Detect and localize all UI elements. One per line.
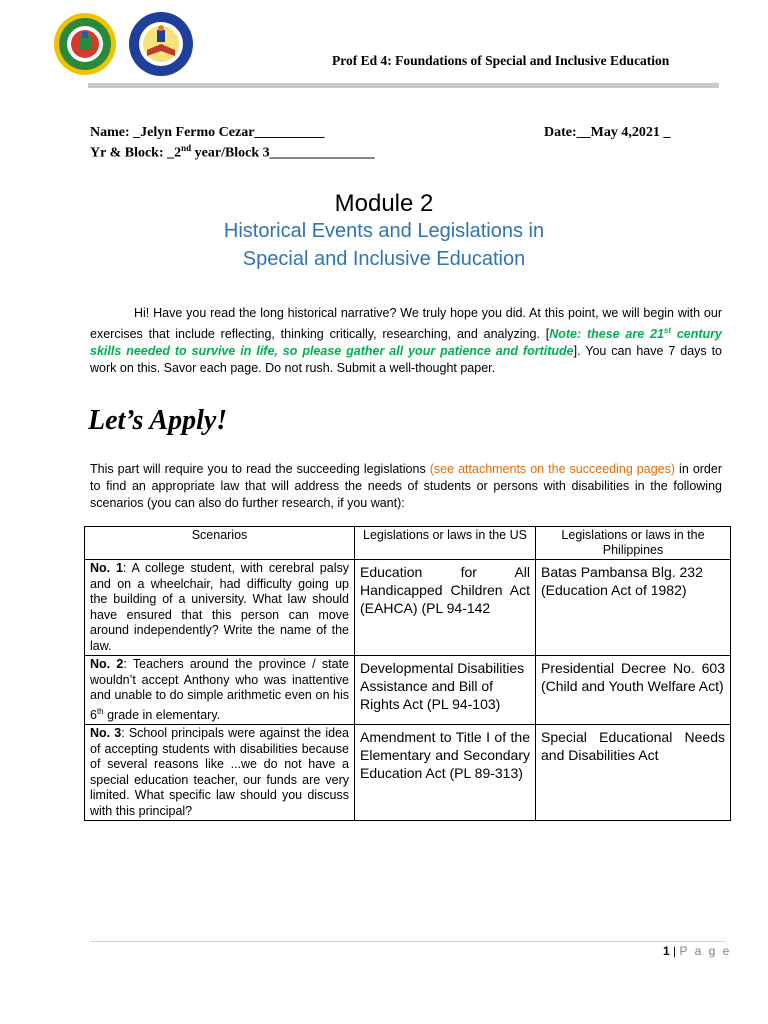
footer-divider <box>90 941 725 942</box>
us-law-cell: Education for All Handicapped Children Act (EAHCA) (PL 94-142 <box>355 560 536 656</box>
note-text-2: century skills needed to survive in life, so please gather all your patience and fortitude <box>90 327 722 359</box>
ph-law-cell: Presidential Decree No. 603 (Child and Youth Welfare Act) <box>536 656 731 725</box>
scenario-sup: th <box>96 706 104 716</box>
attachments-note: (see attachments on the succeeding pages) <box>429 462 676 476</box>
year-block <box>90 143 375 162</box>
year-block-prefix: Yr & Block: _2 <box>90 145 182 161</box>
page-number <box>663 944 731 958</box>
module-title: Module 2 <box>334 190 434 217</box>
legislations-table <box>84 526 731 821</box>
table-row <box>85 725 731 821</box>
scenario-cell <box>85 725 355 821</box>
table-row <box>85 656 731 725</box>
scenario-number: No. 3 <box>90 726 122 741</box>
scenario-text-end: grade in elementary. <box>103 707 221 722</box>
us-law-cell: Developmental Disabilities Assistance and Bill of Rights Act (PL 94-103) <box>355 656 536 725</box>
scenario-cell <box>85 656 355 725</box>
scenario-text: : Teachers around the province / state wouldn’t accept Anthony who was inattentive and unable to do simple arithmetic even on his 6 <box>90 657 349 722</box>
submission-date: Date:__May 4,2021 _ <box>544 125 671 140</box>
page-word: P a g e <box>679 944 732 958</box>
note-text-1: Note: these are 21 <box>549 327 664 342</box>
apply-text-2: in order to find an appropriate law that will address the needs of students or persons with disabilities in the following scenarios (you can also do further research, if you want): <box>90 462 722 510</box>
scenario-text: : A college student, with cerebral palsy and on a wheelchair, had difficulty going up the building of a university. What law should have ensured that this person can move around independently? Write the name of the law. <box>90 561 349 653</box>
college-of-education-logo <box>129 12 193 76</box>
university-logos <box>47 10 195 76</box>
apply-instructions <box>90 461 722 512</box>
apply-text-1: This part will require you to read the succeeding legislations <box>90 462 430 476</box>
year-block-suffix: year/Block 3_______________ <box>191 145 375 161</box>
page-number-value: 1 <box>663 944 670 958</box>
header-scenarios: Scenarios <box>85 527 355 560</box>
table-header-row <box>85 527 731 560</box>
intro-paragraph <box>90 305 722 377</box>
scenario-text: : School principals were against the idea of accepting students with disabilities because of several reasons like ...we do not have a special education teacher, our funds are very limited. What specific law should you discuss with this principal? <box>90 726 349 818</box>
intro-text-2: . You can have 7 days to work on this. Savor each page. Do not rush. Submit a well-thought paper. <box>90 344 723 376</box>
intro-text-1: Hi! Have you read the long historical narrative? We truly hope you did. At this point, we will begin with our exercises that include reflecting, thinking critically, researching, and analyzing. <box>90 306 722 342</box>
header-us-laws: Legislations or laws in the US <box>355 527 536 560</box>
table-row <box>85 560 731 656</box>
us-law-cell: Amendment to Title I of the Elementary and Secondary Education Act (PL 89-313) <box>355 725 536 821</box>
year-block-sup: nd <box>181 143 192 153</box>
course-title: Prof Ed 4: Foundations of Special and Inclusive Education <box>332 53 670 68</box>
university-seal-logo <box>54 13 116 75</box>
header-ph-laws: Legislations or laws in the Philippines <box>536 527 731 560</box>
ph-law-cell: Special Educational Needs and Disabilities Act <box>536 725 731 821</box>
note-bracket-close: ] <box>573 344 578 359</box>
lets-apply-heading: Let’s Apply! <box>88 405 228 436</box>
note-sup: st <box>663 326 672 335</box>
note-bracket-open: [ <box>545 327 550 342</box>
scenario-cell <box>85 560 355 656</box>
page-separator: | <box>669 944 680 958</box>
scenario-number: No. 1 <box>90 561 123 575</box>
student-name: Name: _Jelyn Fermo Cezar__________ <box>90 125 325 140</box>
module-subtitle-line-1: Historical Events and Legislations in <box>223 220 545 242</box>
module-subtitle-line-2: Special and Inclusive Education <box>242 248 526 270</box>
header-divider <box>88 83 719 88</box>
ph-law-cell: Batas Pambansa Blg. 232 (Education Act of 1982) <box>536 560 731 656</box>
scenario-number: No. 2 <box>90 657 124 671</box>
